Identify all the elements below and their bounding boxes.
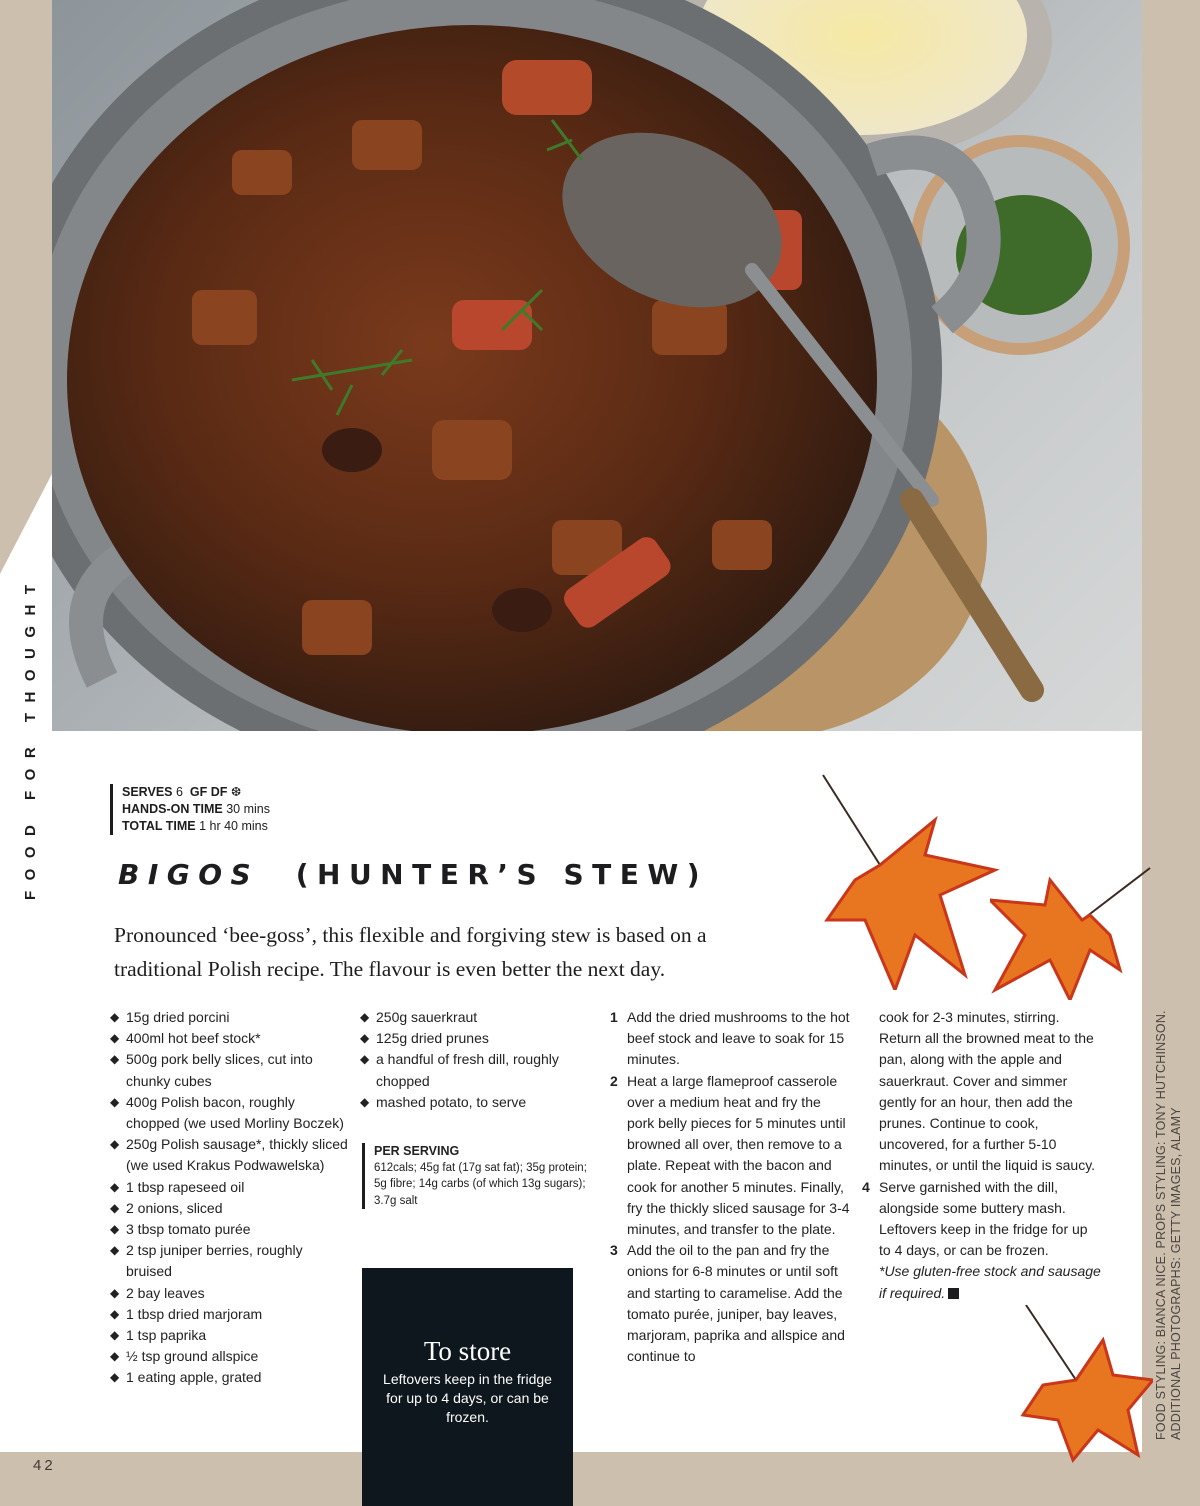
photo-credits — [1154, 1010, 1184, 1440]
total-time-value: 1 hr 40 mins — [199, 819, 268, 833]
method-step — [610, 1071, 850, 1241]
section-label: FOOD FOR THOUGHT — [22, 574, 39, 900]
diamond-bullet-icon: ◆ — [110, 1137, 120, 1152]
method-list-1 — [610, 1007, 850, 1367]
step-number: 4 — [862, 1178, 870, 1195]
diamond-bullet-icon: ◆ — [110, 1243, 120, 1258]
diamond-bullet-icon: ◆ — [110, 1010, 120, 1024]
stew-photo-illustration — [52, 0, 1142, 731]
recipe-intro: Pronounced ‘bee-goss’, this flexible and forgiving stew is based on a traditional Polish recipe. The flavour is even better the next day. — [114, 923, 707, 981]
step-text: Add the oil to the pan and fry the onions for 6-8 minutes or until soft and starting to caramelise. Add the tomato purée, juniper, bay leaves, marjoram, paprika and allspice and continue to — [627, 1242, 845, 1365]
ingredient-item: ◆ 2 bay leaves — [110, 1283, 350, 1304]
diamond-bullet-icon: ◆ — [110, 1094, 120, 1109]
ingredient-item: ◆ 15g dried porcini — [110, 1007, 350, 1028]
hands-on-value: 30 mins — [226, 802, 270, 816]
end-mark-icon — [948, 1288, 959, 1299]
credits-line-2: ADDITIONAL PHOTOGRAPHS: GETTY IMAGES, ALAMY — [1169, 1107, 1183, 1440]
ingredient-item: ◆ mashed potato, to serve — [360, 1092, 590, 1113]
ingredient-item: ◆ 2 onions, sliced — [110, 1198, 350, 1219]
diamond-bullet-icon: ◆ — [360, 1094, 370, 1109]
to-store-body: Leftovers keep in the fridge for up to 4 days, or can be frozen. — [383, 1371, 552, 1425]
title-main: BIGOS — [118, 858, 260, 891]
ingredient-item: ◆ 400ml hot beef stock* — [110, 1028, 350, 1049]
total-time-label: TOTAL TIME — [122, 819, 196, 833]
serves-row — [122, 784, 270, 801]
page-number: 42 — [33, 1457, 56, 1474]
step-number: 2 — [610, 1072, 618, 1089]
footnote: *Use gluten-free stock and sausage if required. — [879, 1263, 1101, 1301]
diet-tags: GF DF — [189, 785, 228, 799]
hands-on-label: HANDS-ON TIME — [122, 802, 223, 816]
ingredient-item: ◆ 1 tbsp dried marjoram — [110, 1304, 350, 1325]
ingredient-item: ◆ 400g Polish bacon, roughly chopped (we used Morliny Boczek) — [110, 1093, 344, 1132]
diamond-bullet-icon: ◆ — [110, 1031, 120, 1046]
step-number: 1 — [610, 1009, 618, 1025]
step-number: 3 — [610, 1242, 618, 1259]
total-time-row — [122, 818, 270, 835]
ingredient-item: ◆ 2 tsp juniper berries, roughly bruised — [110, 1242, 303, 1280]
maple-leaf-icon — [815, 770, 1005, 990]
diamond-bullet-icon: ◆ — [110, 1349, 120, 1364]
diamond-bullet-icon: ◆ — [110, 1200, 120, 1215]
hero-photo — [52, 0, 1142, 731]
maple-leaf-icon — [1018, 1305, 1153, 1465]
diamond-bullet-icon: ◆ — [110, 1052, 120, 1067]
ingredients-list-1 — [110, 1007, 350, 1389]
ingredient-item: ◆ 125g dried prunes — [360, 1028, 590, 1049]
nutrition-info — [362, 1143, 592, 1209]
diamond-bullet-icon: ◆ — [110, 1306, 120, 1321]
diamond-bullet-icon: ◆ — [110, 1370, 120, 1385]
method-list-2 — [862, 1007, 1102, 1304]
diamond-bullet-icon: ◆ — [110, 1179, 120, 1194]
diamond-bullet-icon: ◆ — [110, 1222, 120, 1237]
ingredient-item: ◆ 1 eating apple, grated — [110, 1367, 350, 1388]
ingredient-item: ◆ 1 tsp paprika — [110, 1325, 350, 1346]
ingredient-item: ◆ a handful of fresh dill, roughly chopped — [360, 1051, 559, 1089]
method-step — [610, 1007, 850, 1071]
ingredient-item: ◆ 500g pork belly slices, cut into chunky cubes — [110, 1051, 313, 1089]
diamond-bullet-icon: ◆ — [360, 1031, 370, 1046]
snowflake-icon: ❆ — [230, 785, 242, 799]
serves-label: SERVES — [122, 785, 173, 799]
hands-on-row — [122, 801, 270, 818]
nutrition-heading: PER SERVING — [374, 1144, 460, 1158]
maple-leaf-icon — [990, 860, 1155, 1000]
recipe-title — [118, 858, 708, 891]
ingredient-item: ◆ 3 tbsp tomato purée — [110, 1219, 350, 1240]
method-step — [862, 1177, 1102, 1262]
credits-line-1: FOOD STYLING: BIANCA NICE. PROPS STYLING: TONY HUTCHINSON. — [1154, 1010, 1168, 1440]
ingredient-item: ◆ 1 tbsp rapeseed oil — [110, 1177, 350, 1198]
to-store-box — [362, 1268, 573, 1506]
diamond-bullet-icon: ◆ — [110, 1285, 120, 1300]
step-text: Add the dried mushrooms to the hot beef stock and leave to soak for 15 minutes. — [627, 1009, 850, 1068]
title-sub: (HUNTER’S STEW) — [295, 858, 709, 891]
step-text: Heat a large flameproof casserole over a medium heat and fry the pork belly pieces for 5 minutes until browned all over, then remove to a plate. Repeat with the bacon and cook for another 5 minutes. Finally, fry the thickly sliced sausage for 3-4 minutes, and transfer to the plate. — [627, 1072, 850, 1238]
diamond-bullet-icon: ◆ — [110, 1328, 120, 1343]
serves-value: 6 — [175, 785, 183, 799]
method-step — [610, 1240, 850, 1367]
ingredient-item: ◆ 250g sauerkraut — [360, 1007, 590, 1028]
step-3-continued: cook for 2-3 minutes, stirring. Return all the browned meat to the pan, along with the apple and sauerkraut. Cover and simmer gently for an hour, then add the prunes. Continue to cook, uncovered, for a further 5-10 minutes, or until the liquid is saucy. — [879, 1009, 1096, 1174]
ingredients-list-2 — [360, 1007, 590, 1113]
step-text: Serve garnished with the dill, alongside some buttery mash. Leftovers keep in the fridge for up to 4 days, or can be frozen. — [879, 1178, 1088, 1259]
diamond-bullet-icon: ◆ — [360, 1052, 370, 1067]
nutrition-text: 612cals; 45g fat (17g sat fat); 35g protein; 5g fibre; 14g carbs (of which 13g sugars); 3.7g salt — [374, 1161, 587, 1207]
diamond-bullet-icon: ◆ — [360, 1010, 370, 1024]
ingredient-item: ◆ 250g Polish sausage*, thickly sliced (we used Krakus Podwawelska) — [110, 1136, 348, 1174]
to-store-title: To store — [423, 1336, 512, 1366]
recipe-meta — [110, 784, 270, 835]
ingredient-item: ◆ ½ tsp ground allspice — [110, 1346, 350, 1367]
